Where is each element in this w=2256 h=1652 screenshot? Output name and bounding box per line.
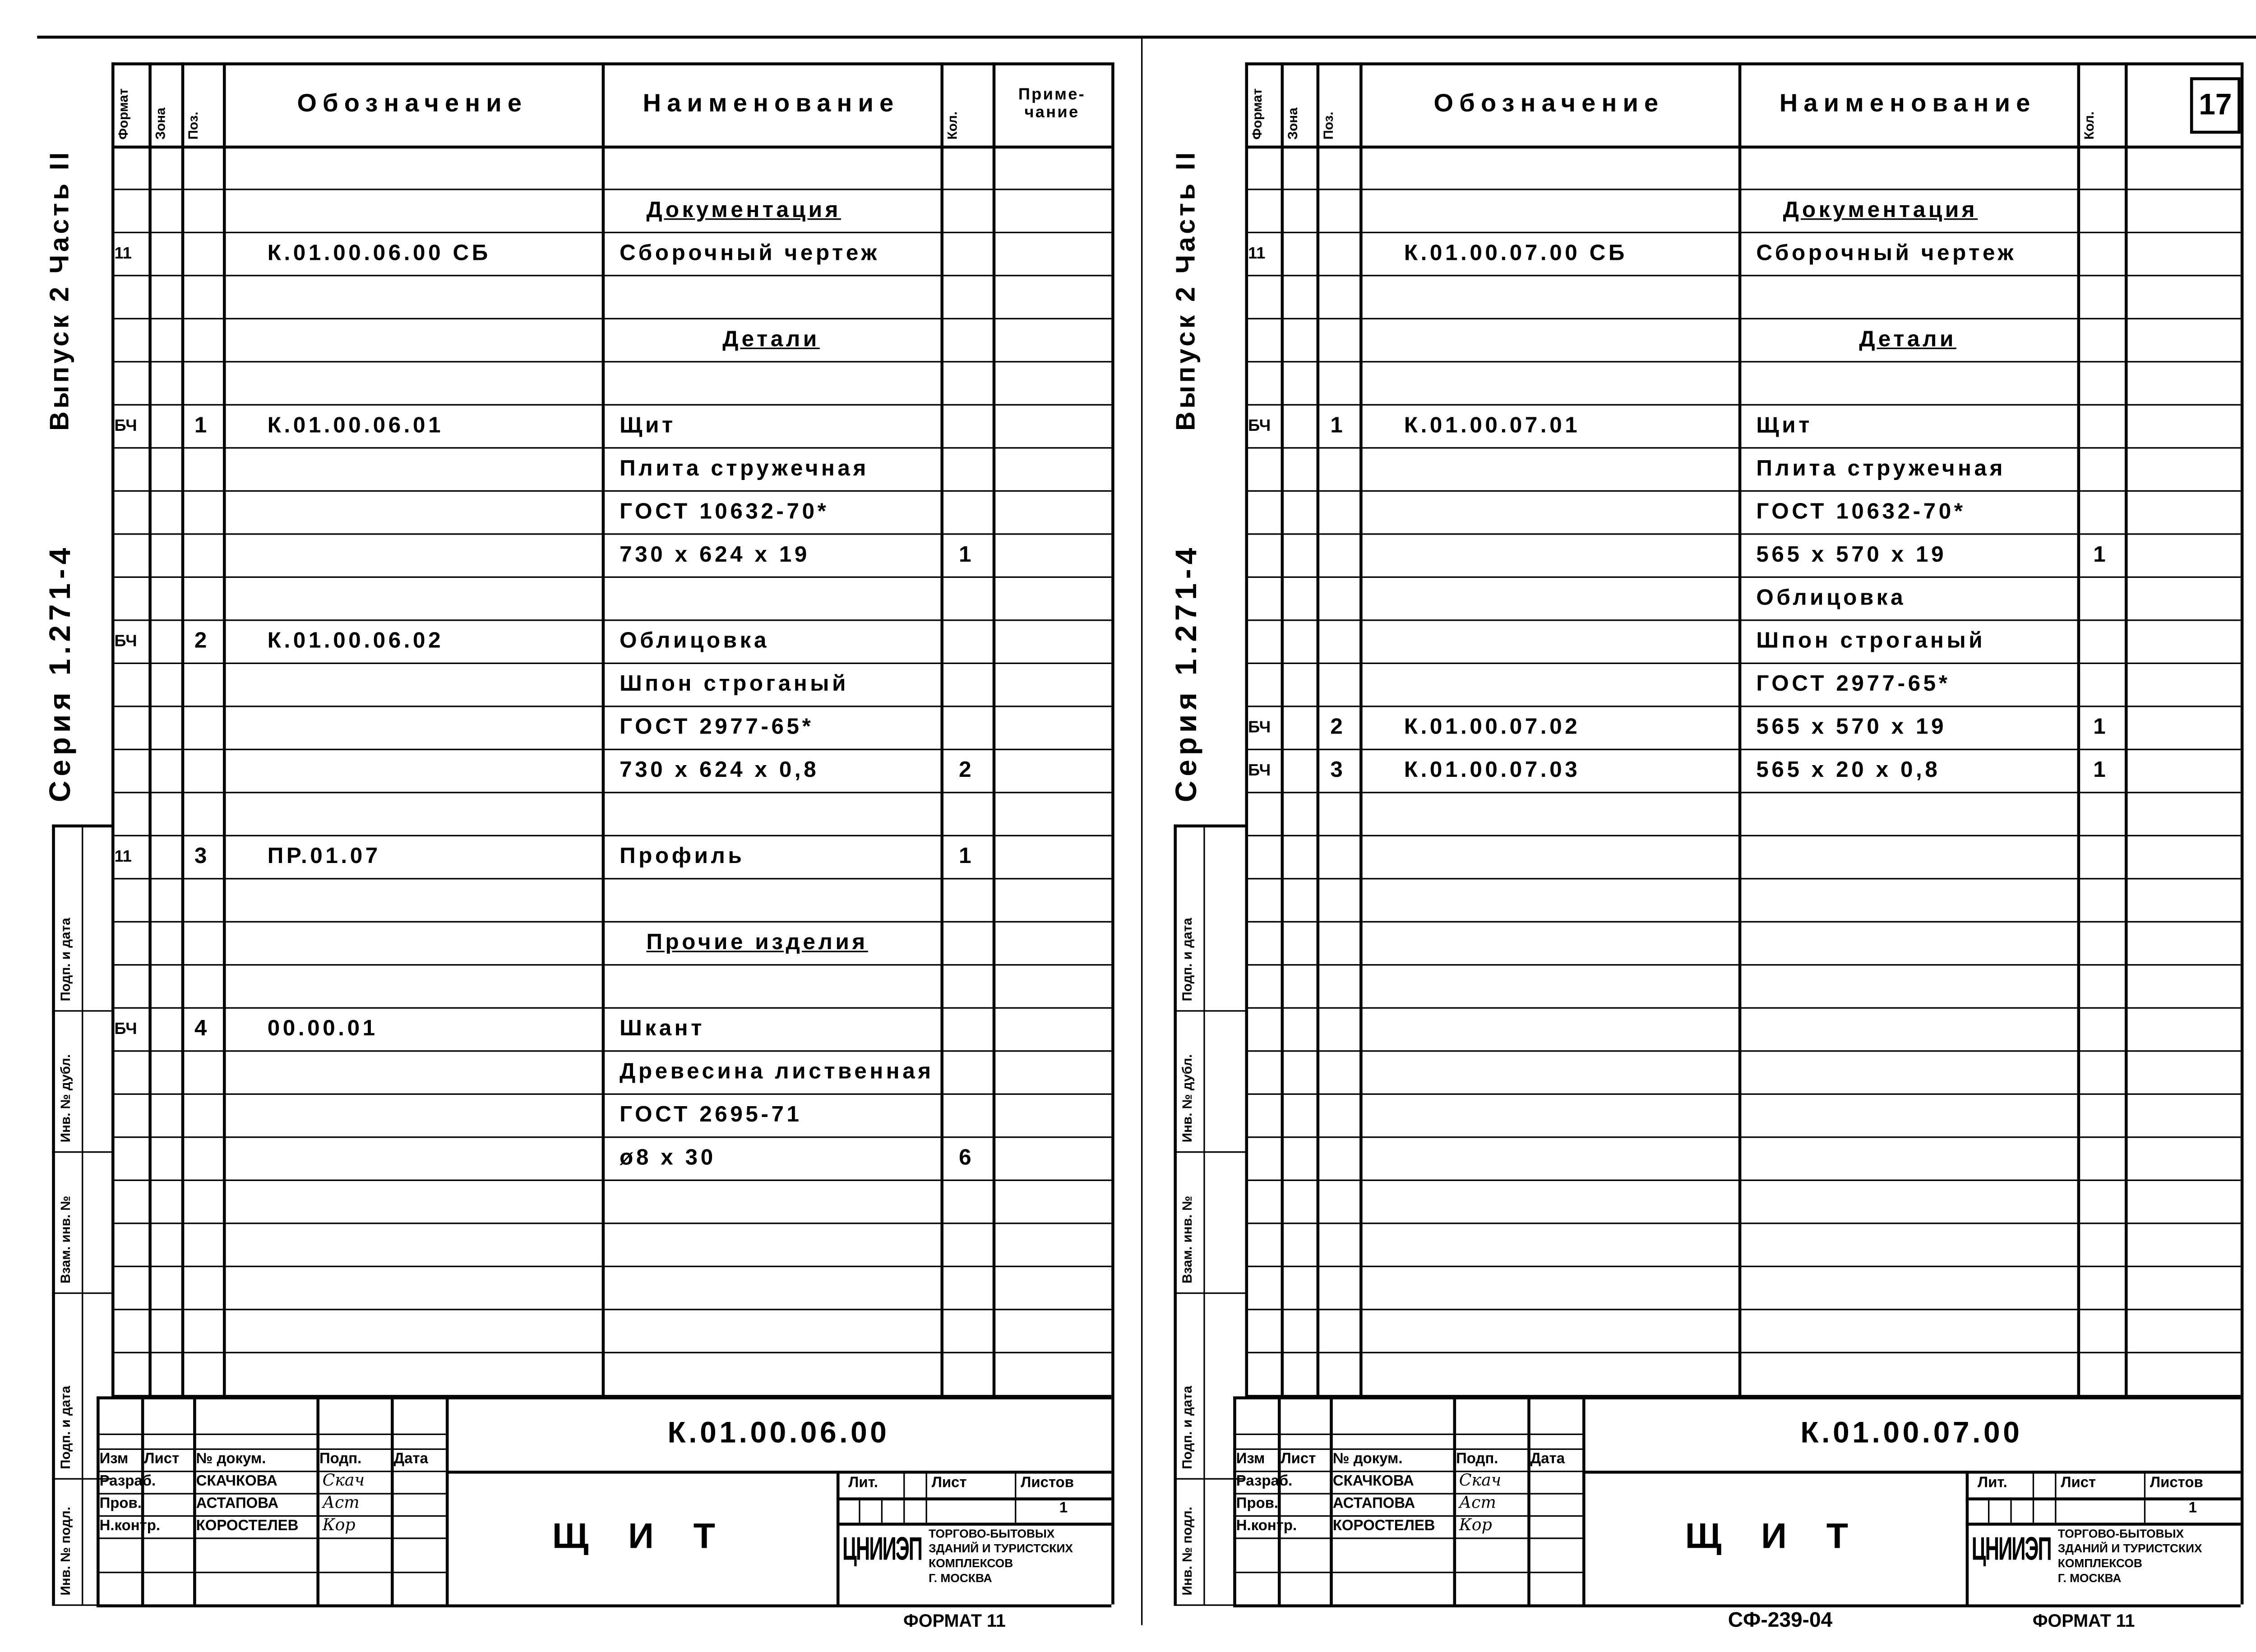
- org-line: Г. МОСКВА: [929, 1571, 992, 1585]
- rule-line: [97, 1604, 446, 1606]
- cell-name: Щит: [1756, 413, 1812, 438]
- cell-name: Сборочный чертеж: [619, 240, 880, 266]
- table-row: [1245, 706, 2241, 748]
- cell-designation: К.01.00.07.02: [1404, 714, 1581, 740]
- table-row: [111, 1050, 1111, 1093]
- rule-line: [1966, 1471, 1969, 1604]
- signature: Аст: [322, 1493, 360, 1513]
- rule-line: [1233, 1572, 1582, 1573]
- rule-line: [1174, 1010, 1245, 1011]
- cell-name: Плита стружечная: [619, 456, 869, 481]
- table-row: [111, 1180, 1111, 1223]
- table-row: [1245, 1180, 2241, 1223]
- cell-name: ø8 x 30: [619, 1145, 716, 1171]
- title-col-header-list: Лист: [144, 1451, 180, 1468]
- cell-name: Шпон строганый: [1756, 628, 1986, 654]
- org-line: ТОРГОВО-БЫТОВЫХ: [2057, 1527, 2184, 1541]
- table-row: [111, 835, 1111, 878]
- column-header-designation: Обозначение: [1433, 89, 1664, 118]
- cell-designation: К.01.00.07.03: [1404, 757, 1581, 783]
- column-header-format: Формат: [1249, 88, 1265, 140]
- table-row: [111, 792, 1111, 835]
- cell-qty: 1: [959, 542, 975, 568]
- table-row: [1245, 921, 2241, 964]
- table-row: [1245, 1050, 2241, 1093]
- stamp-label: Подп. и дата: [1179, 1385, 1195, 1469]
- table-row: [111, 663, 1111, 706]
- table-row: [1245, 146, 2241, 189]
- sheets-label: Листов: [1021, 1475, 1074, 1492]
- rule-line: [97, 1471, 446, 1472]
- column-header-qty: Кол.: [945, 111, 960, 140]
- cell-name: Облицовка: [1756, 585, 1906, 611]
- signature: Скач: [322, 1471, 365, 1490]
- lit-label: Лит.: [848, 1475, 878, 1492]
- cell-designation: К.01.00.07.00 СБ: [1404, 240, 1628, 266]
- title-name: Щ И Т: [552, 1517, 730, 1557]
- rule-line: [82, 825, 83, 1605]
- cell-name: Древесина лиственная: [619, 1059, 934, 1084]
- sheets-value: 1: [1059, 1500, 1068, 1517]
- table-row: [1245, 447, 2241, 490]
- sheets-label: Листов: [2150, 1475, 2203, 1492]
- rule-line: [1141, 36, 1142, 1625]
- table-row: [111, 232, 1111, 275]
- title-col-header-izm: Изм: [1236, 1451, 1265, 1468]
- table-row: [111, 1007, 1111, 1050]
- table-row: [111, 146, 1111, 189]
- cell-name: ГОСТ 10632-70*: [1756, 499, 1966, 525]
- table-row: [1245, 533, 2241, 576]
- table-row: [1245, 404, 2241, 447]
- rule-line: [2241, 1396, 2244, 1604]
- cell-name: 565 x 570 x 19: [1756, 542, 1947, 568]
- title-col-header-sign: Подп.: [1456, 1451, 1498, 1468]
- cell-format: БЧ: [114, 416, 137, 435]
- rule-line: [52, 1151, 111, 1153]
- title-name: Щ И Т: [1685, 1517, 1863, 1557]
- table-row: [1245, 1352, 2241, 1395]
- table-row: [111, 1223, 1111, 1265]
- table-row: [1245, 835, 2241, 878]
- series-caption: Серия 1.271-4: [1170, 543, 1204, 803]
- column-header-name: Наименование: [1779, 89, 2036, 118]
- table-row: [1245, 663, 2241, 706]
- rule-line: [1988, 1497, 1989, 1523]
- rule-line: [1966, 1497, 2241, 1500]
- org-line: ТОРГОВО-БЫТОВЫХ: [929, 1527, 1055, 1541]
- rule-line: [97, 1572, 446, 1573]
- person-name: КОРОСТЕЛЕВ: [1332, 1518, 1435, 1535]
- stamp-label: Подп. и дата: [58, 1385, 73, 1469]
- rule-line: [1233, 1493, 1582, 1494]
- rule-line: [837, 1523, 1111, 1526]
- rule-line: [1233, 1537, 1582, 1539]
- rule-line: [97, 1434, 446, 1435]
- cell-name: 565 x 20 x 0,8: [1756, 757, 1941, 783]
- cell-name: Документация: [1783, 197, 1978, 223]
- table-row: [1245, 490, 2241, 533]
- column-header-designation: Обозначение: [297, 89, 528, 118]
- cell-pos: 3: [194, 844, 210, 869]
- rule-line: [37, 36, 2256, 39]
- cell-pos: 2: [1330, 714, 1346, 740]
- table-row: [111, 1309, 1111, 1352]
- stamp-label: Подп. и дата: [1179, 918, 1195, 1001]
- cell-format: БЧ: [1248, 761, 1271, 780]
- rule-line: [1174, 1151, 1245, 1153]
- cell-name: Щит: [619, 413, 676, 438]
- cell-designation: К.01.00.06.02: [267, 628, 444, 654]
- role-label: Пров.: [1236, 1496, 1279, 1513]
- cell-name: ГОСТ 2695-71: [619, 1102, 802, 1128]
- org-line: КОМПЛЕКСОВ: [2057, 1557, 2142, 1570]
- rule-line: [52, 825, 111, 828]
- sheets-value: 1: [2188, 1500, 2197, 1517]
- rule-line: [97, 1449, 446, 1450]
- cell-qty: 6: [959, 1145, 975, 1171]
- cell-name: ГОСТ 10632-70*: [619, 499, 829, 525]
- rule-line: [52, 1292, 111, 1294]
- person-name: КОРОСТЕЛЕВ: [196, 1518, 299, 1535]
- stamp-label: Инв. № подл.: [58, 1507, 73, 1596]
- rule-line: [859, 1497, 860, 1523]
- stamp-label: Взам. инв. №: [58, 1195, 73, 1284]
- cell-name: 730 x 624 x 0,8: [619, 757, 819, 783]
- table-row: [111, 404, 1111, 447]
- cell-name: Профиль: [619, 844, 745, 869]
- table-row: [1245, 1094, 2241, 1136]
- cell-format: БЧ: [114, 1020, 137, 1038]
- role-label: Н.контр.: [1236, 1518, 1297, 1535]
- table-row: [111, 878, 1111, 921]
- rule-line: [837, 1497, 1111, 1500]
- table-row: [111, 361, 1111, 404]
- table-row: [111, 1266, 1111, 1309]
- cell-pos: 4: [194, 1016, 210, 1042]
- column-header-pos: Поз.: [1321, 111, 1336, 140]
- lit-label: Лит.: [1977, 1475, 2007, 1492]
- signature: Кор: [1459, 1515, 1492, 1535]
- column-header-zone: Зона: [1285, 107, 1300, 140]
- cell-format: 11: [114, 847, 132, 866]
- title-col-header-list: Лист: [1281, 1451, 1316, 1468]
- cell-pos: 1: [1330, 413, 1346, 438]
- cell-qty: 1: [2093, 757, 2109, 783]
- series-caption: Серия 1.271-4: [44, 543, 78, 803]
- org-line: ЗДАНИЙ И ТУРИСТСКИХ: [929, 1542, 1073, 1555]
- cell-name: ГОСТ 2977-65*: [1756, 671, 1951, 697]
- title-col-header-date: Дата: [393, 1451, 428, 1468]
- rule-line: [2241, 62, 2244, 1396]
- table-row: [111, 921, 1111, 964]
- table-row: [1245, 878, 2241, 921]
- role-label: Разраб.: [1236, 1473, 1293, 1490]
- person-name: АСТАПОВА: [196, 1496, 279, 1513]
- signature: Скач: [1459, 1471, 1502, 1490]
- org-logo: ЦНИИЭП: [842, 1530, 922, 1568]
- table-row: [111, 447, 1111, 490]
- title-col-header-izm: Изм: [99, 1451, 129, 1468]
- signature: Кор: [322, 1515, 356, 1535]
- cell-name: 730 x 624 x 19: [619, 542, 810, 568]
- cell-format: БЧ: [1248, 416, 1271, 435]
- cell-name: Плита стружечная: [1756, 456, 2006, 481]
- title-designation: К.01.00.07.00: [1800, 1416, 2023, 1449]
- cell-pos: 2: [194, 628, 210, 654]
- table-row: [1245, 1309, 2241, 1352]
- table-row: [1245, 749, 2241, 792]
- cell-name: Детали: [1859, 327, 1956, 352]
- person-name: АСТАПОВА: [1332, 1496, 1415, 1513]
- rule-line: [2033, 1471, 2034, 1523]
- rule-line: [1233, 1449, 1582, 1450]
- table-row: [111, 533, 1111, 576]
- table-row: [111, 1094, 1111, 1136]
- column-header-qty: Кол.: [2081, 111, 2097, 140]
- table-row: [111, 749, 1111, 792]
- cell-qty: 1: [2093, 542, 2109, 568]
- column-header-note: Приме-чание: [1018, 86, 1086, 122]
- rule-line: [97, 1396, 446, 1398]
- cell-name: Облицовка: [619, 628, 770, 654]
- table-row: [111, 619, 1111, 662]
- table-row: [1245, 1223, 2241, 1265]
- org-line: Г. МОСКВА: [2057, 1571, 2122, 1585]
- cell-format: 11: [114, 244, 132, 263]
- cell-pos: 3: [1330, 757, 1346, 783]
- rule-line: [1233, 1515, 1582, 1517]
- format-label: ФОРМАТ 11: [903, 1610, 1006, 1631]
- cell-qty: 1: [959, 844, 975, 869]
- title-col-header-sign: Подп.: [319, 1451, 362, 1468]
- stamp-label: Подп. и дата: [58, 918, 73, 1001]
- rule-line: [1233, 1471, 1582, 1472]
- column-header-zone: Зона: [153, 107, 168, 140]
- rule-line: [926, 1471, 927, 1523]
- table-row: [111, 1352, 1111, 1395]
- issue-caption: Выпуск 2 Часть II: [44, 149, 74, 431]
- table-row: [1245, 619, 2241, 662]
- stamp-label: Взам. инв. №: [1179, 1195, 1195, 1284]
- stamp-label: Инв. № дубл.: [58, 1054, 73, 1143]
- org-logo: ЦНИИЭП: [1971, 1530, 2051, 1568]
- sheet-label: Лист: [931, 1475, 967, 1492]
- rule-line: [1233, 1396, 1582, 1398]
- cell-pos: 1: [194, 413, 210, 438]
- table-row: [1245, 1007, 2241, 1050]
- document-code: СФ-239-04: [1728, 1607, 1833, 1631]
- table-row: [1245, 232, 2241, 275]
- person-name: СКАЧКОВА: [196, 1473, 277, 1490]
- rule-line: [1174, 825, 1245, 828]
- rule-line: [1233, 1434, 1582, 1435]
- cell-name: Документация: [646, 197, 841, 223]
- rule-line: [903, 1471, 905, 1523]
- table-row: [1245, 318, 2241, 361]
- cell-name: Детали: [722, 327, 820, 352]
- rule-line: [1111, 62, 1114, 1396]
- sheet-number: 17: [2190, 77, 2241, 134]
- cell-designation: К.01.00.06.01: [267, 413, 444, 438]
- cell-qty: 2: [959, 757, 975, 783]
- title-col-header-doc: № докум.: [1332, 1451, 1403, 1468]
- cell-format: 11: [1248, 244, 1266, 263]
- table-row: [111, 189, 1111, 231]
- rule-line: [2144, 1471, 2145, 1523]
- sheet-label: Лист: [2061, 1475, 2096, 1492]
- title-col-header-date: Дата: [1530, 1451, 1565, 1468]
- column-header-name: Наименование: [643, 89, 900, 118]
- stamp-label: Инв. № подл.: [1179, 1507, 1195, 1596]
- issue-caption: Выпуск 2 Часть II: [1170, 149, 1201, 431]
- rule-line: [1111, 1396, 1114, 1604]
- cell-name: Шпон строганый: [619, 671, 849, 697]
- rule-line: [97, 1537, 446, 1539]
- rule-line: [2010, 1497, 2011, 1523]
- role-label: Разраб.: [99, 1473, 156, 1490]
- role-label: Пров.: [99, 1496, 142, 1513]
- signature: Аст: [1459, 1493, 1496, 1513]
- cell-name: Прочие изделия: [646, 930, 868, 955]
- rule-line: [1233, 1604, 1582, 1606]
- org-line: ЗДАНИЙ И ТУРИСТСКИХ: [2057, 1542, 2202, 1555]
- table-row: [1245, 1266, 2241, 1309]
- table-row: [1245, 964, 2241, 1007]
- cell-name: 565 x 570 x 19: [1756, 714, 1947, 740]
- org-line: КОМПЛЕКСОВ: [929, 1557, 1013, 1570]
- person-name: СКАЧКОВА: [1332, 1473, 1414, 1490]
- cell-designation: 00.00.01: [267, 1016, 378, 1042]
- rule-line: [52, 1010, 111, 1011]
- rule-line: [1015, 1471, 1016, 1523]
- cell-designation: К.01.00.07.01: [1404, 413, 1581, 438]
- rule-line: [1174, 825, 1177, 1605]
- table-row: [111, 964, 1111, 1007]
- table-row: [111, 490, 1111, 533]
- cell-qty: 1: [2093, 714, 2109, 740]
- table-row: [1245, 189, 2241, 231]
- rule-line: [1203, 825, 1205, 1605]
- cell-name: Сборочный чертеж: [1756, 240, 2017, 266]
- rule-line: [837, 1471, 840, 1604]
- column-header-format: Формат: [116, 88, 131, 140]
- table-row: [111, 577, 1111, 619]
- table-row: [111, 275, 1111, 318]
- stamp-label: Инв. № дубл.: [1179, 1054, 1195, 1143]
- rule-line: [2055, 1471, 2056, 1523]
- table-row: [1245, 361, 2241, 404]
- cell-format: БЧ: [1248, 718, 1271, 736]
- rule-line: [1966, 1523, 2241, 1526]
- rule-line: [881, 1497, 883, 1523]
- cell-format: БЧ: [114, 632, 137, 650]
- table-row: [111, 318, 1111, 361]
- column-header-pos: Поз.: [185, 111, 201, 140]
- table-row: [111, 1136, 1111, 1179]
- cell-name: Шкант: [619, 1016, 705, 1042]
- table-row: [1245, 275, 2241, 318]
- cell-designation: К.01.00.06.00 СБ: [267, 240, 491, 266]
- format-label: ФОРМАТ 11: [2032, 1610, 2135, 1631]
- title-designation: К.01.00.06.00: [667, 1416, 890, 1449]
- role-label: Н.контр.: [99, 1518, 161, 1535]
- table-row: [1245, 577, 2241, 619]
- rule-line: [1174, 1292, 1245, 1294]
- rule-line: [97, 1515, 446, 1517]
- table-row: [1245, 792, 2241, 835]
- rule-line: [52, 825, 55, 1605]
- title-col-header-doc: № докум.: [196, 1451, 266, 1468]
- cell-name: ГОСТ 2977-65*: [619, 714, 814, 740]
- cell-designation: ПР.01.07: [267, 844, 381, 869]
- table-row: [1245, 1136, 2241, 1179]
- table-row: [111, 706, 1111, 748]
- rule-line: [97, 1493, 446, 1494]
